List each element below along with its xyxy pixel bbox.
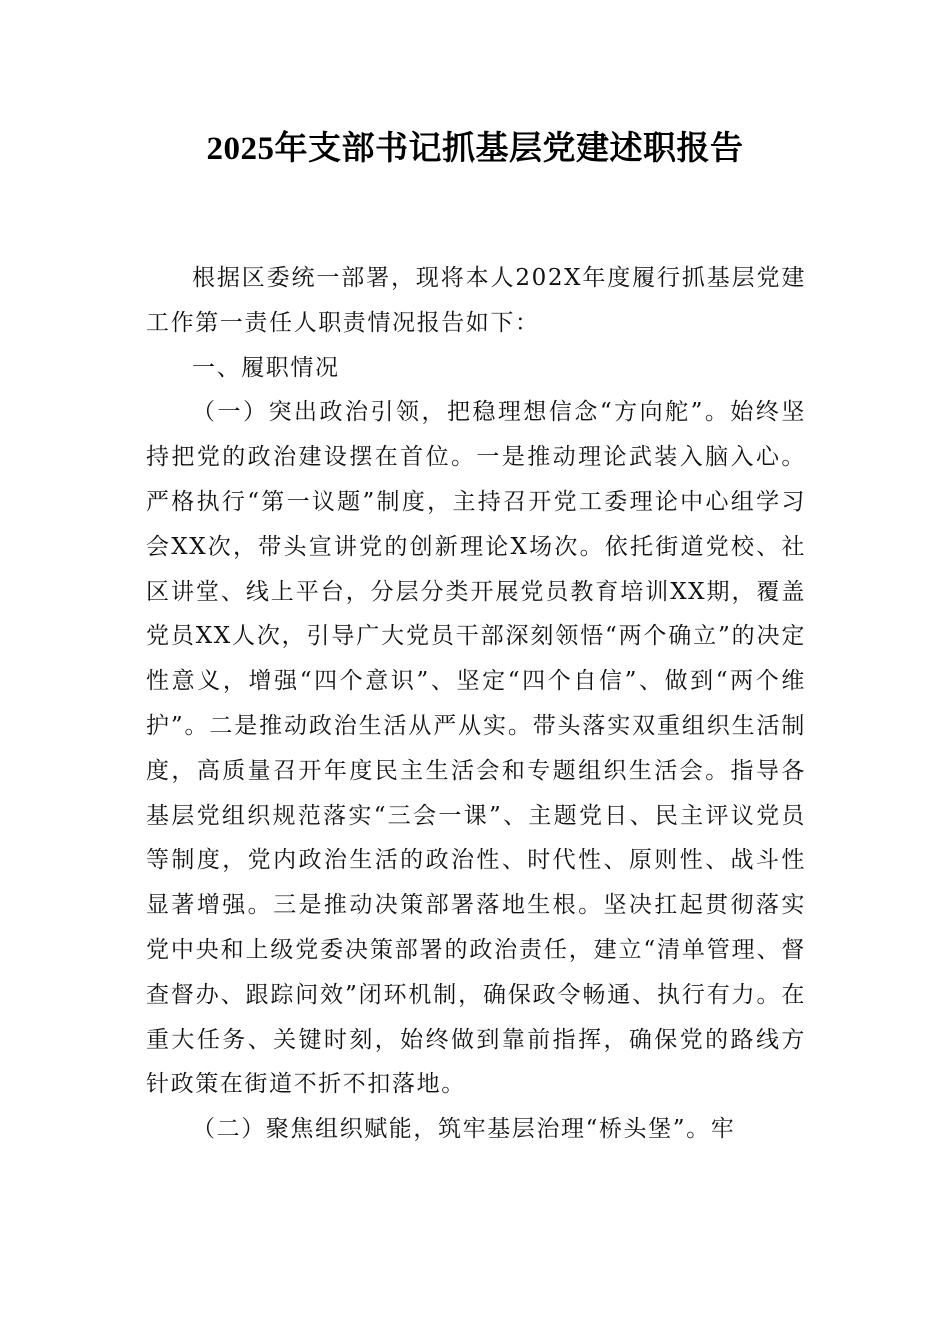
section-heading: 一、履职情况 (192, 354, 340, 381)
document-title: 2025年支部书记抓基层党建述职报告 (206, 131, 744, 167)
document-body (146, 256, 806, 1152)
body-paragraph: （一）突出政治引领，把稳理想信念“方向舵”。始终坚持把党的政治建设摆在首位。一是推动理论武装入脑入心。严格执行“第一议题”制度，主持召开党工委理论中心组学习会XX次，带头宣讲党的创新理论X场次。依托街道党校、社区讲堂、线上平台，分层分类开展党员教育培训XX期，覆盖党员XX人次，引导广大党员干部深刻领悟“两个确立”的决定性意义，增强“四个意识”、坚定“四个自信”、做到“两个维护”。二是推动政治生活从严从实。带头落实双重组织生活制度，高质量召开年度民主生活会和专题组织生活会。指导各基层党组织规范落实“三会一课”、主题党日、民主评议党员等制度，党内政治生活的政治性、时代性、原则性、战斗性显著增强。三是推动决策部署落地生根。坚决扛起贯彻落实党中央和上级党委决策部署的政治责任，建立“清单管理、督查督办、跟踪问效”闭环机制，确保政令畅通、执行有力。在重大任务、关键时刻，始终做到靠前指挥，确保党的路线方针政策在街道不折不扣落地。 (146, 399, 806, 1098)
intro-paragraph: 根据区委统一部署，现将本人202X年度履行抓基层党建工作第一责任人职责情况报告如下： (146, 265, 806, 336)
body-paragraph: （二）聚焦组织赋能，筑牢基层治理“桥头堡”。牢 (192, 1116, 736, 1143)
